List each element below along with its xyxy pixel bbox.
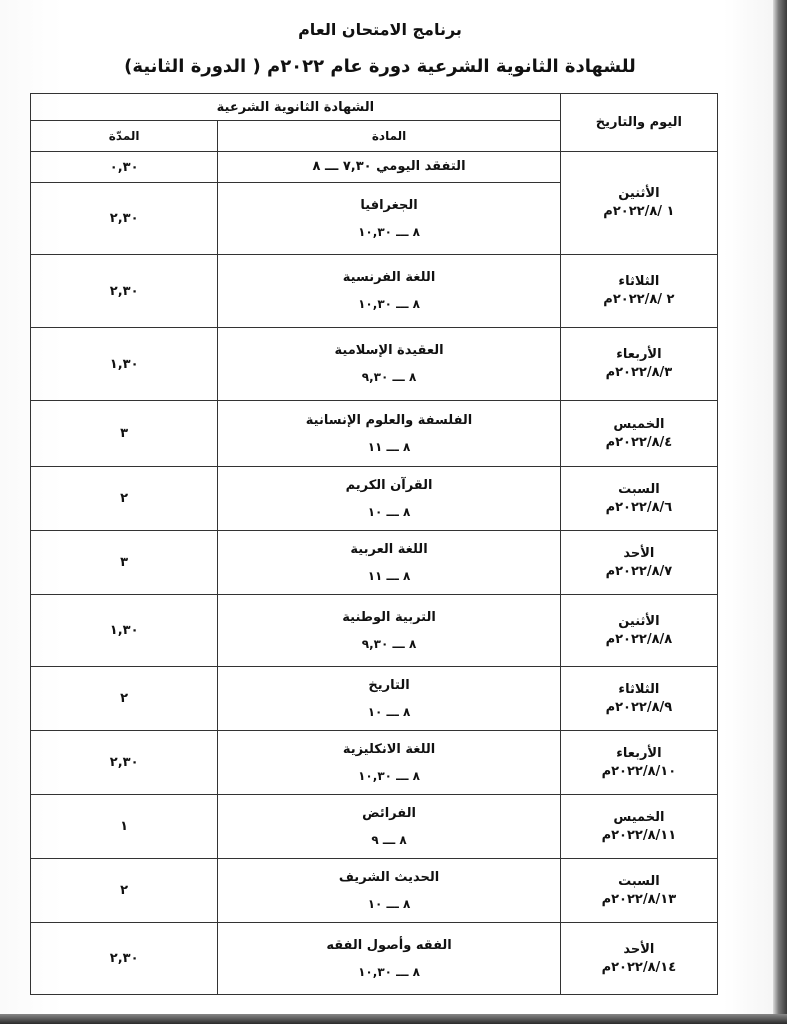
exam-time: ٨ ـــ ١٠,٣٠ [358, 768, 420, 783]
day-name: الأربعاء [616, 745, 662, 761]
duration-cell: ٢,٣٠ [31, 255, 218, 328]
day-name: الأحد [623, 941, 655, 957]
exam-time: ٨ ـــ ١٠,٣٠ [358, 224, 420, 239]
day-date-cell [560, 923, 717, 995]
subject-cell [218, 667, 560, 731]
day-date-cell [560, 667, 717, 731]
day-date-cell [560, 859, 717, 923]
duration-cell: ٢ [31, 467, 218, 531]
table-row [31, 667, 718, 731]
exam-time: ٨ ـــ ٩ [371, 832, 407, 847]
exam-date: ٢٠٢٢/٨/٧م [605, 563, 673, 579]
scan-bottom-shadow [0, 1014, 787, 1024]
table-row [31, 467, 718, 531]
table-row [31, 923, 718, 995]
subject-name: الفقه وأصول الفقه [326, 937, 452, 953]
day-date-cell [560, 731, 717, 795]
exam-time: ٨ ـــ ٩,٣٠ [361, 636, 417, 651]
document-subtitle: للشهادة الثانوية الشرعية دورة عام ٢٠٢٢م ( الدورة الثانية) [124, 56, 636, 77]
subject-name: التاريخ [368, 677, 410, 693]
exam-date: ٢٠٢٢/٨/١٤م [601, 959, 677, 975]
subject-name: اللغة الفرنسية [342, 270, 436, 285]
table-row [31, 795, 718, 859]
subject-name: الجغرافيا [360, 197, 418, 213]
duration-cell: ٢ [31, 667, 218, 731]
exam-date: ٢٠٢٢/٨/٨م [605, 631, 673, 647]
exam-date: ٢٠٢٢/٨/١١م [601, 827, 677, 843]
subject-cell [218, 255, 560, 328]
subject-name: العقيدة الإسلامية [334, 343, 444, 358]
table-row [31, 255, 718, 328]
subject-name: الفلسفة والعلوم الإنسانية [305, 412, 473, 428]
exam-schedule-table [30, 93, 718, 995]
day-date-header: اليوم والتاريخ [560, 94, 717, 152]
duration-cell: ١,٣٠ [31, 328, 218, 401]
daily-check-duration: ٠,٣٠ [31, 152, 218, 183]
daily-check-label: التفقد اليومي ٧,٣٠ ـــ ٨ [218, 152, 560, 183]
exam-time: ٨ ـــ ١٠,٣٠ [358, 297, 420, 311]
day-name: الأربعاء [616, 347, 662, 362]
subject-name: القرآن الكريم [345, 477, 433, 493]
exam-time: ٨ ـــ ١١ [367, 439, 411, 454]
exam-date: ٢٠٢٢/٨/٣م [605, 365, 673, 380]
exam-date: ٢٠٢٢/٨/١٠م [601, 763, 677, 779]
exam-time: ٨ ـــ ١٠,٣٠ [358, 964, 420, 979]
duration-cell: ١,٣٠ [31, 595, 218, 667]
exam-time: ٨ ـــ ١٠ [367, 704, 411, 719]
day-name: الثلاثاء [618, 681, 660, 697]
day-date-cell [560, 152, 717, 255]
subject-cell [218, 595, 560, 667]
day-name: الثلاثاء [618, 274, 660, 289]
subject-name: اللغة العربية [350, 541, 428, 557]
table-row [31, 859, 718, 923]
day-date-cell [560, 328, 717, 401]
subject-cell [218, 923, 560, 995]
table-row [31, 401, 718, 467]
document-title: برنامج الامتحان العام [298, 20, 462, 39]
exam-date: ١ /٢٠٢٢/٨م [603, 204, 675, 219]
table-row [31, 595, 718, 667]
table-row [31, 731, 718, 795]
exam-time: ٨ ـــ ٩,٣٠ [361, 370, 417, 384]
subject-name: الفرائض [362, 805, 416, 821]
day-name: الخميس [613, 809, 665, 825]
day-name: السبت [618, 481, 660, 497]
duration-cell: ٢,٣٠ [31, 183, 218, 255]
day-date-cell [560, 531, 717, 595]
duration-cell: ٢ [31, 859, 218, 923]
duration-cell: ٣ [31, 401, 218, 467]
exam-time: ٨ ـــ ١٠ [367, 896, 411, 911]
subject-header: المادة [218, 121, 560, 152]
exam-date: ٢٠٢٢/٨/١٣م [601, 891, 677, 907]
subject-cell [218, 401, 560, 467]
subject-cell [218, 731, 560, 795]
duration-cell: ٢,٣٠ [31, 923, 218, 995]
day-name: الخميس [613, 416, 665, 432]
table-header-row [31, 94, 718, 121]
day-date-cell [560, 401, 717, 467]
day-name: الأحد [623, 545, 655, 561]
day-name: السبت [618, 873, 660, 889]
day-name: الأثنين [618, 186, 660, 201]
duration-header: المدّة [31, 121, 218, 152]
day-date-cell [560, 595, 717, 667]
exam-time: ٨ ـــ ١١ [367, 568, 411, 583]
subject-cell [218, 531, 560, 595]
subject-name: الحديث الشريف [338, 869, 440, 885]
exam-date: ٢٠٢٢/٨/٤م [605, 434, 673, 450]
day-date-cell [560, 255, 717, 328]
subject-name: اللغة الانكليزية [342, 741, 436, 757]
subject-cell [218, 467, 560, 531]
exam-date: ٢٠٢٢/٨/٩م [605, 699, 673, 715]
subject-cell [218, 859, 560, 923]
subject-cell [218, 328, 560, 401]
day-date-cell [560, 795, 717, 859]
scan-edge-shadow [773, 0, 787, 1024]
duration-cell: ١ [31, 795, 218, 859]
duration-cell: ٣ [31, 531, 218, 595]
duration-cell: ٢,٣٠ [31, 731, 218, 795]
subject-cell [218, 795, 560, 859]
table-row [31, 531, 718, 595]
certificate-group-header: الشهادة الثانوية الشرعية [31, 94, 561, 121]
table-row [31, 328, 718, 401]
exam-time: ٨ ـــ ١٠ [367, 504, 411, 519]
subject-cell [218, 183, 560, 255]
day-name: الأثنين [618, 613, 660, 629]
day-date-cell [560, 467, 717, 531]
exam-date: ٢٠٢٢/٨/٦م [605, 499, 673, 515]
exam-date: ٢ /٢٠٢٢/٨م [603, 292, 675, 307]
daily-check-row [31, 152, 718, 183]
subject-name: التربية الوطنية [342, 609, 436, 625]
